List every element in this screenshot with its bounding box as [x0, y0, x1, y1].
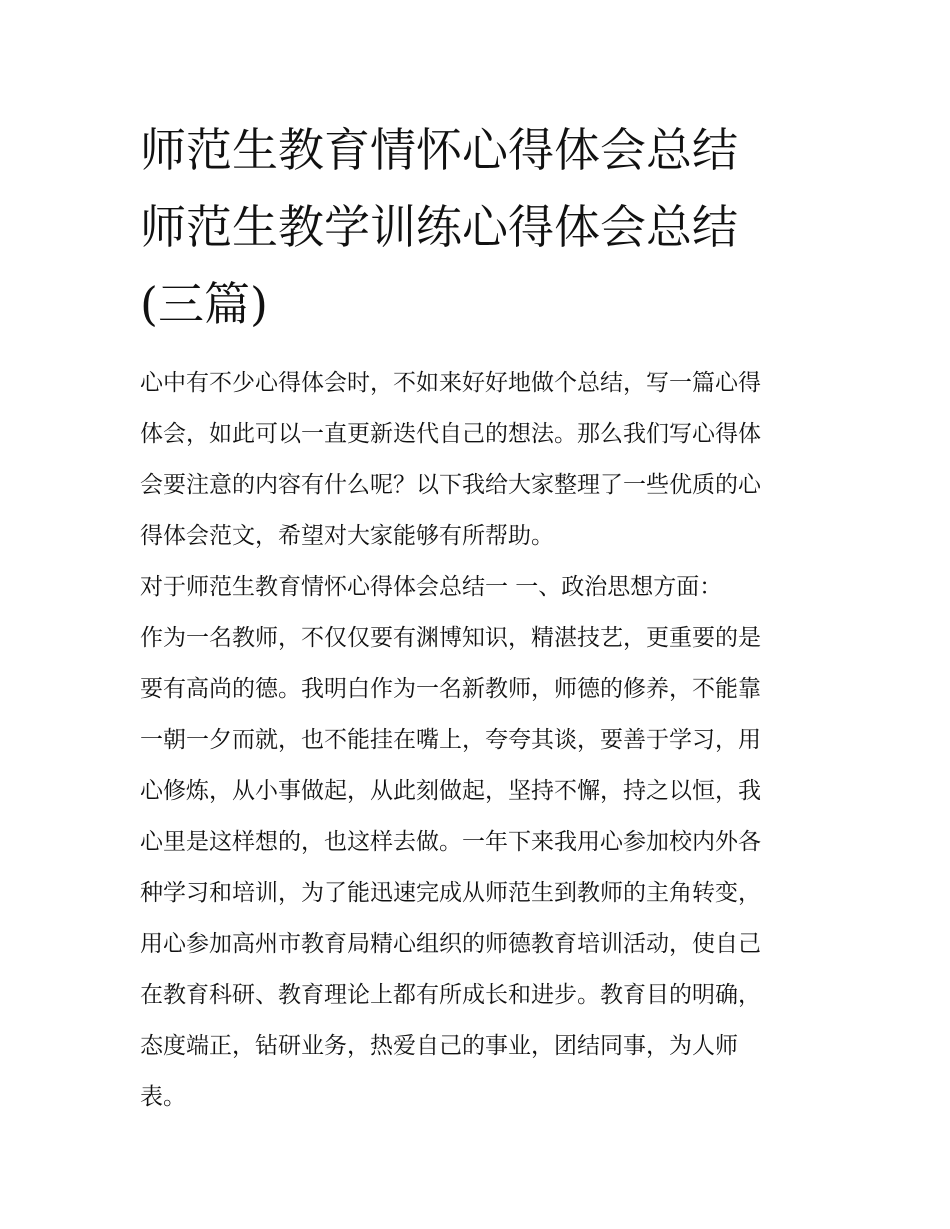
intro-line-1: 心中有不少心得体会时，不如来好好地做个总结，写一篇心得: [140, 370, 761, 396]
body-paragraph: [140, 613, 820, 1123]
body-line-3: 一朝一夕而就，也不能挂在嘴上，夸夸其谈，要善于学习，用: [140, 727, 761, 753]
title-line-3: (三篇): [140, 277, 268, 331]
body-line-1: 作为一名教师，不仅仅要有渊博知识，精湛技艺，更重要的是: [140, 625, 761, 651]
document-title: [140, 112, 840, 343]
section-heading-text: 对于师范生教育情怀心得体会总结一 一、政治思想方面：: [140, 574, 723, 600]
body-line-8: 在教育科研、教育理论上都有所成长和进步。教育目的明确，: [140, 982, 761, 1008]
title-line-1: 师范生教育情怀心得体会总结: [140, 123, 738, 177]
document-body: [140, 358, 820, 1123]
body-line-6: 种学习和培训，为了能迅速完成从师范生到教师的主角转变，: [140, 880, 761, 906]
body-line-2: 要有高尚的德。我明白作为一名新教师，师德的修养，不能靠: [140, 676, 761, 702]
body-line-5: 心里是这样想的，也这样去做。一年下来我用心参加校内外各: [140, 829, 761, 855]
title-line-2: 师范生教学训练心得体会总结: [140, 200, 738, 254]
intro-line-2: 体会，如此可以一直更新迭代自己的想法。那么我们写心得体: [140, 421, 761, 447]
intro-paragraph: [140, 358, 820, 562]
intro-line-3: 会要注意的内容有什么呢？以下我给大家整理了一些优质的心: [140, 472, 761, 498]
body-line-4: 心修炼，从小事做起，从此刻做起，坚持不懈，持之以恒，我: [140, 778, 761, 804]
body-line-9: 态度端正，钻研业务，热爱自己的事业，团结同事，为人师: [140, 1033, 738, 1059]
intro-line-4: 得体会范文，希望对大家能够有所帮助。: [140, 523, 554, 549]
section-heading: [140, 562, 820, 613]
body-line-10: 表。: [140, 1084, 186, 1110]
body-line-7: 用心参加高州市教育局精心组织的师德教育培训活动，使自己: [140, 931, 761, 957]
